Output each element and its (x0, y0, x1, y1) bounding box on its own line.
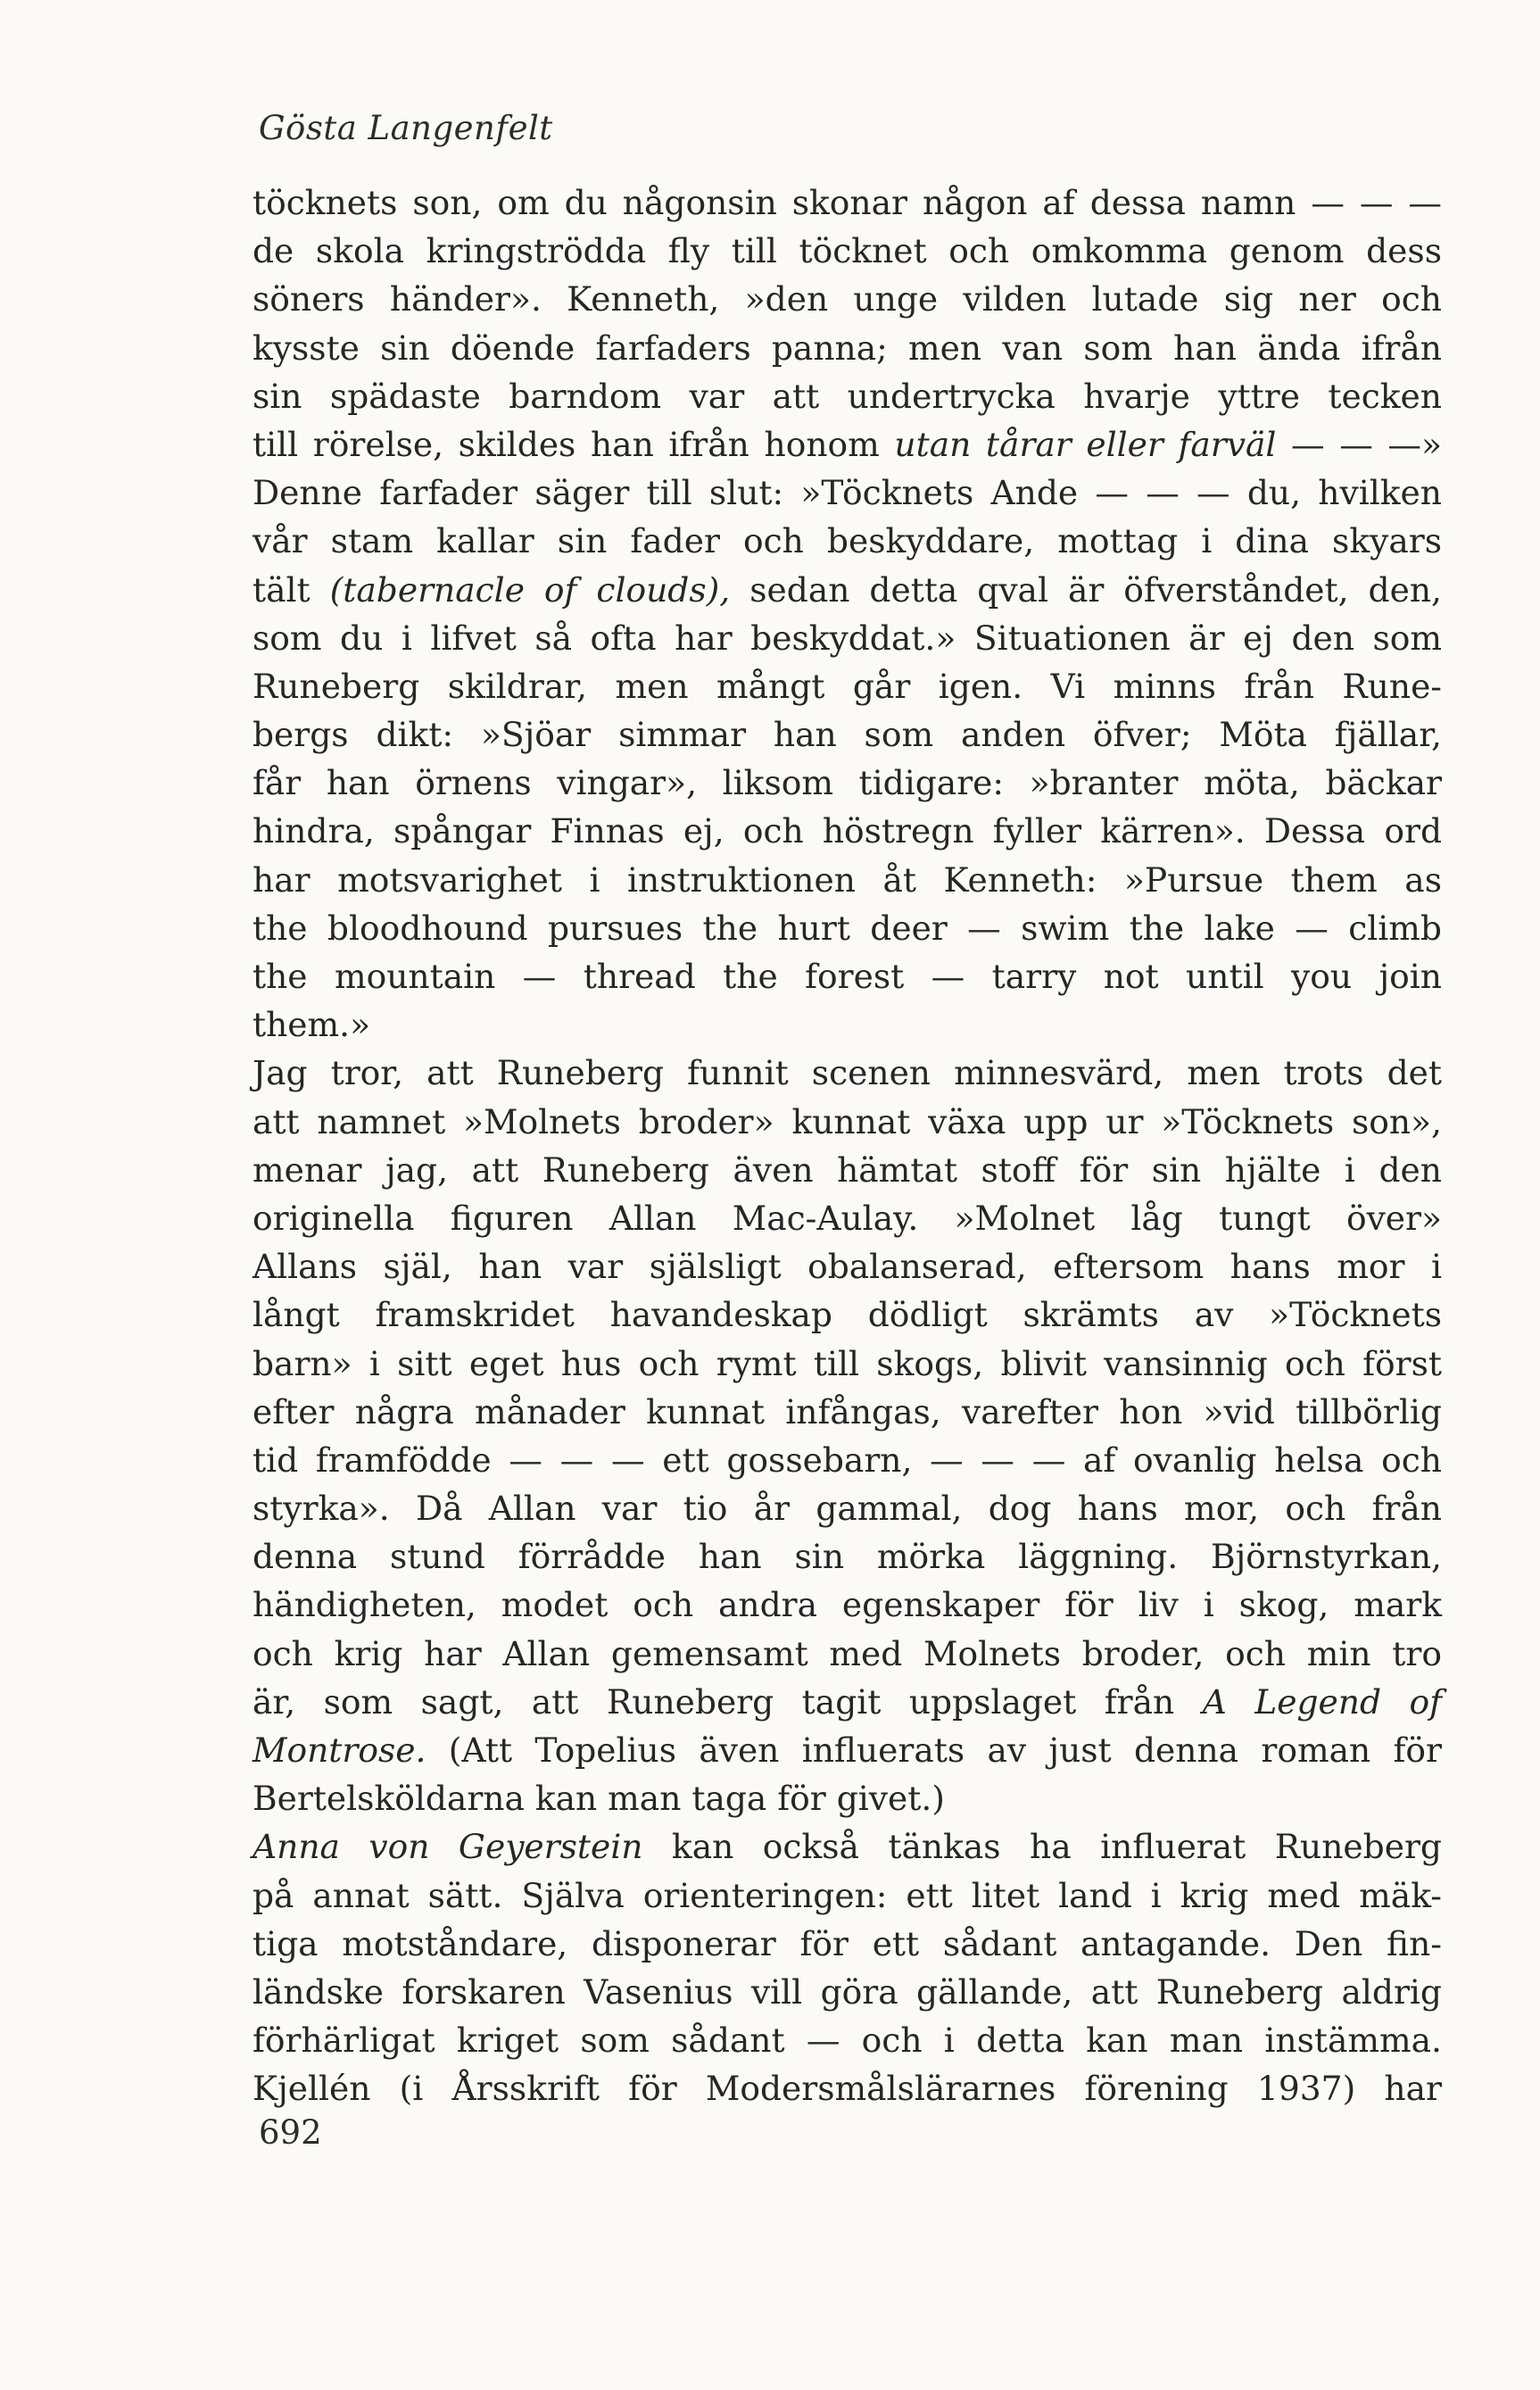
text-line: händigheten, modet och andra egenskaper för liv i skog, mark (253, 1585, 1442, 1625)
text-line: tid framfödde — — — ett gossebarn, — — — af ovanlig helsa och (253, 1440, 1442, 1480)
text-line: Denne farfader säger till slut: »Töcknets Ande — — — du, hvilken (253, 473, 1442, 513)
italic-title: A Legend of (1202, 1681, 1442, 1722)
text-line: the bloodhound pursues the hurt deer — swim the lake — climb (253, 908, 1442, 948)
text-line: de skola kringströdda fly till töcknet och omkomma genom dess (253, 231, 1442, 271)
body-text (253, 178, 1442, 2113)
text-line: töcknets son, om du någonsin skonar någon af dessa namn — — — (253, 183, 1442, 222)
page-number: 692 (259, 2113, 322, 2152)
text-line: Allans själ, han var själsligt obalanserad, eftersom hans mor i (253, 1247, 1442, 1287)
text-line: denna stund förrådde han sin mörka läggning. Björnstyrkan, (253, 1537, 1442, 1577)
text-line (253, 420, 1442, 469)
line-text: tält (253, 569, 330, 610)
text-line: att namnet »Molnets broder» kunnat växa upp ur »Töcknets son», (253, 1101, 1442, 1141)
text-line: bergs dikt: »Sjöar simmar han som anden öfver; Möta fjällar, (253, 715, 1442, 755)
text-line: förhärligat kriget som sådant — och i detta kan man instämma. (253, 2021, 1442, 2061)
text-line: originella figuren Allan Mac-Aulay. »Molnet låg tungt över» (253, 1198, 1442, 1238)
text-line: söners händer». Kenneth, »den unge vilden lutade sig ner och (253, 279, 1442, 319)
italic-title: Montrose. (253, 1730, 426, 1770)
italic-title: (tabernacle of clouds), (329, 569, 731, 610)
line-text: (Att Topelius även influerats av just denna roman för (426, 1730, 1442, 1770)
italic-title: Anna von Geyerstein (253, 1827, 643, 1867)
italic-title: utan tårar eller farväl (894, 424, 1277, 464)
text-line (253, 1822, 1442, 1871)
line-text: till rörelse, skildes han ifrån honom (253, 424, 895, 464)
text-line: hindra, spångar Finnas ej, och höstregn fyller kärren». Dessa ord (253, 811, 1442, 851)
running-head-author: Gösta Langenfelt (259, 109, 553, 147)
text-line: som du i lifvet så ofta har beskyddat.» Situationen är ej den som (253, 618, 1442, 658)
text-line: kysste sin döende farfaders panna; men van som han ända ifrån (253, 328, 1442, 368)
text-line: sin spädaste barndom var att undertrycka hvarje yttre tecken (253, 376, 1442, 416)
text-line (253, 1726, 1442, 1774)
text-line: Jag tror, att Runeberg funnit scenen minnesvärd, men trots det (253, 1053, 1442, 1093)
text-line: på annat sätt. Själva orienteringen: ett litet land i krig med mäk- (253, 1875, 1442, 1915)
text-line: har motsvarighet i instruktionen åt Kenneth: »Pursue them as (253, 859, 1442, 900)
line-text: — — —» (1276, 424, 1443, 464)
line-text: kan också tänkas ha influerat Runeberg (642, 1827, 1442, 1867)
text-line (253, 1678, 1442, 1726)
text-line: menar jag, att Runeberg även hämtat stoff för sin hjälte i den (253, 1149, 1442, 1190)
line-text: är, som sagt, att Runeberg tagit uppslaget från (253, 1681, 1203, 1722)
text-line: vår stam kallar sin fader och beskyddare, mottag i dina skyars (253, 521, 1442, 561)
text-line: barn» i sitt eget hus och rymt till skogs, blivit vansinnig och först (253, 1343, 1442, 1383)
text-line: ländske forskaren Vasenius vill göra gällande, att Runeberg aldrig (253, 1971, 1442, 2012)
text-line: och krig har Allan gemensamt med Molnets broder, och min tro (253, 1633, 1442, 1673)
text-line: efter några månader kunnat infångas, varefter hon »vid tillbörlig (253, 1391, 1442, 1432)
text-line: them.» (253, 1005, 371, 1045)
text-line: Kjellén (i Årsskrift för Modersmålslärarnes förening 1937) har (253, 2069, 1442, 2109)
text-line: får han örnens vingar», liksom tidigare: »branter möta, bäckar (253, 763, 1442, 803)
text-line: styrka». Då Allan var tio år gammal, dog hans mor, och från (253, 1489, 1442, 1529)
text-line (253, 566, 1442, 614)
text-line: tiga motståndare, disponerar för ett sådant antagande. Den fin- (253, 1923, 1442, 1963)
line-text: sedan detta qval är öfverståndet, den, (730, 569, 1442, 610)
text-line: the mountain — thread the forest — tarry not until you join (253, 957, 1442, 996)
text-line: Bertelsköldarna kan man taga för givet.) (253, 1779, 945, 1819)
text-line: långt framskridet havandeskap dödligt skrämts av »Töcknets (253, 1295, 1442, 1335)
text-line: Runeberg skildrar, men mångt går igen. Vi minns från Rune- (253, 666, 1442, 706)
